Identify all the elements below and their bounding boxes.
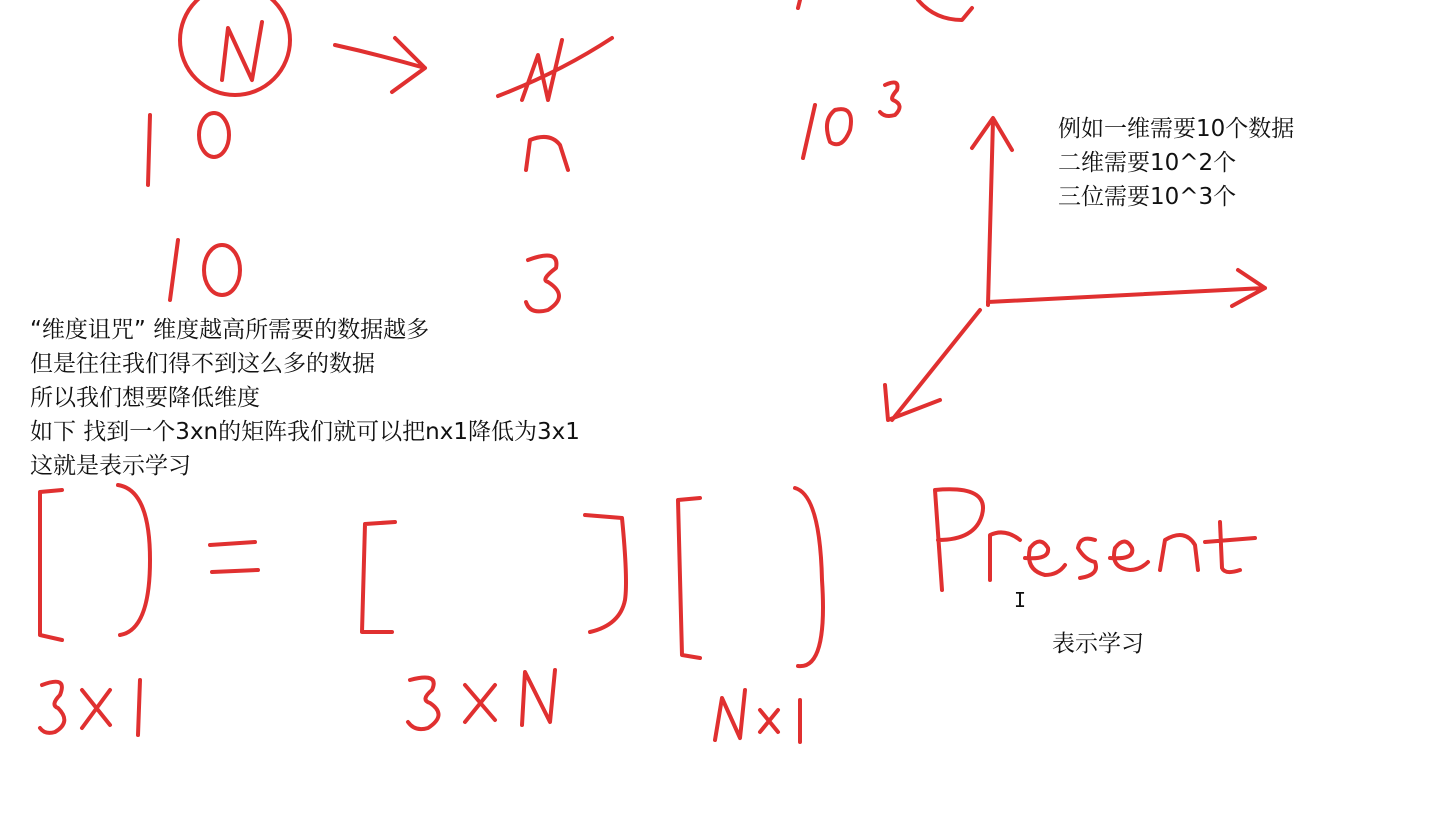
handwritten-3xN xyxy=(408,670,555,729)
text-cursor-icon: I xyxy=(1014,588,1027,612)
handwritten-10-cubed xyxy=(803,82,900,158)
annotation-right-line: 例如一维需要10个数据 xyxy=(1058,116,1295,142)
annotation-left-line: 但是往往我们得不到这么多的数据 xyxy=(30,351,375,377)
bracket-left-3xN xyxy=(362,522,395,632)
arrow-right-icon xyxy=(335,38,425,92)
handwritten-n xyxy=(526,137,568,170)
handwritten-present xyxy=(935,489,1255,590)
annotation-right-line: 二维需要10^2个 xyxy=(1058,150,1237,176)
equals-sign-icon xyxy=(210,542,258,572)
handwritten-Nx1 xyxy=(715,690,800,742)
annotation-bottom-label: 表示学习 xyxy=(1052,631,1144,657)
annotation-left-line: 所以我们想要降低维度 xyxy=(30,385,260,411)
handwritten-N xyxy=(222,22,262,80)
scribble-top xyxy=(798,0,972,20)
handwritten-0b xyxy=(204,245,240,295)
handwritten-1 xyxy=(148,115,150,185)
bracket-right-3xN xyxy=(585,515,626,632)
handwritten-1b xyxy=(170,240,178,300)
handwritten-crossed-N xyxy=(498,38,612,100)
handwritten-0 xyxy=(199,113,229,157)
annotation-left-line: 这就是表示学习 xyxy=(30,453,191,479)
bracket-left-3x1 xyxy=(40,490,62,640)
bracket-right-3x1 xyxy=(118,485,150,635)
handwritten-3 xyxy=(526,256,559,312)
annotation-right xyxy=(1058,112,1294,214)
annotation-left-line: 如下 找到一个3xn的矩阵我们就可以把nx1降低为3x1 xyxy=(30,419,580,445)
annotation-left-line: “维度诅咒” 维度越高所需要的数据越多 xyxy=(30,317,430,343)
annotation-left xyxy=(30,313,580,483)
axis-diagonal-icon xyxy=(885,310,980,420)
bracket-right-Nx1 xyxy=(795,488,823,666)
annotation-right-line: 三位需要10^3个 xyxy=(1058,184,1237,210)
axis-vertical-icon xyxy=(972,118,1012,305)
handwritten-3x1 xyxy=(40,680,140,735)
axis-horizontal-icon xyxy=(988,270,1265,306)
bracket-left-Nx1 xyxy=(678,498,700,658)
